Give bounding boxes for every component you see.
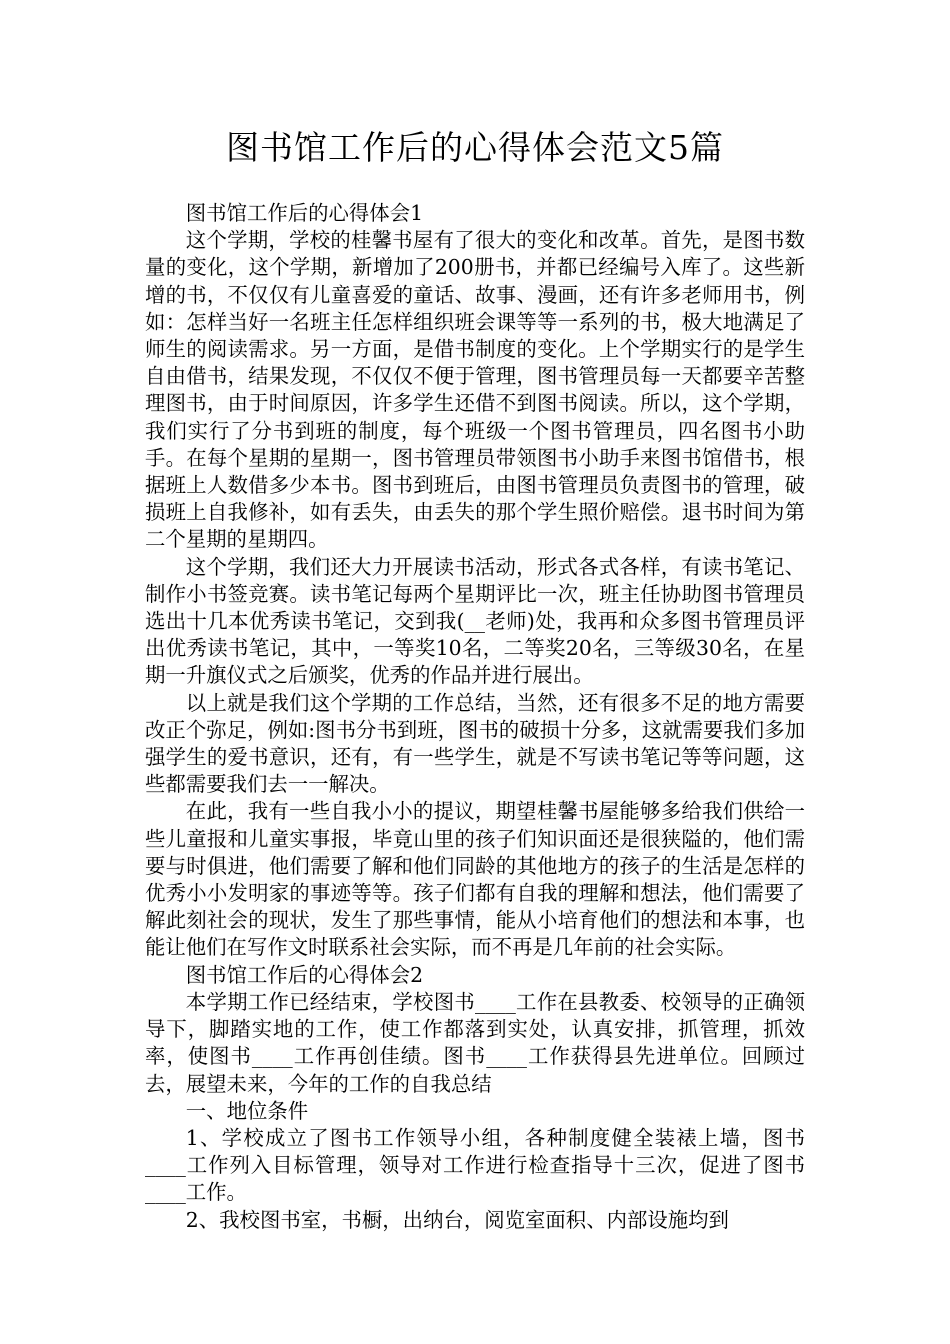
list-item: 2、我校图书室，书橱，出纳台，阅览室面积、内部设施均到: [185, 1207, 729, 1232]
paragraph: 以上就是我们这个学期的工作总结，当然，还有很多不足的地方需要改正个弥足，例如:图书分书到班，图书的破损十分多，这就需要我们多加强学生的爱书意识，还有，有一些学生，就是不写读书笔记等等问题，这些都需要我们去一一解决。: [145, 690, 805, 797]
paragraph: 这个学期，学校的桂馨书屋有了很大的变化和改革。首先，是图书数量的变化，这个学期，新增加了200册书，并都已经编号入库了。这些新增的书，不仅仅有儿童喜爱的童话、故事、漫画，还有许多老师用书，例如：怎样当好一名班主任怎样组织班会课等等一系列的书，极大地满足了师生的阅读需求。另一方面，是借书制度的变化。上个学期实行的是学生自由借书，结果发现，不仅仅不便于管理，图书管理员每一天都要辛苦整理图书，由于时间原因，许多学生还借不到图书阅读。所以，这个学期，我们实行了分书到班的制度，每个班级一个图书管理员，四名图书小助手。在每个星期的星期一，图书管理员带领图书小助手来图书馆借书，根据班上人数借多少本书。图书到班后，由图书管理员负责图书的管理，破损班上自我修补，如有丢失，由丢失的那个学生照价赔偿。退书时间为第二个星期的星期四。: [145, 228, 805, 552]
list-item: 1、学校成立了图书工作领导小组，各种制度健全装裱上墙，图书____工作列入目标管理，领导对工作进行检查指导十三次，促进了图书____工作。: [145, 1125, 805, 1205]
document-title: 图书馆工作后的心得体会范文5篇: [226, 128, 724, 167]
subsection-heading: 一、地位条件: [185, 1098, 309, 1123]
section-heading-1: 图书馆工作后的心得体会1: [185, 201, 424, 225]
section-heading-2: 图书馆工作后的心得体会2: [185, 962, 424, 987]
document-body: [145, 200, 805, 1234]
paragraph: 这个学期，我们还大力开展读书活动，形式各式各样，有读书笔记、制作小书签竞赛。读书笔记每两个星期评比一次，班主任协助图书管理员选出十几本优秀读书笔记，交到我(__老师)处，我再和众多图书管理员评出优秀读书笔记，其中，一等奖10名，二等奖20名，三等级30名，在星期一升旗仪式之后颁奖，优秀的作品并进行展出。: [145, 554, 805, 688]
paragraph: 在此，我有一些自我小小的提议，期望桂馨书屋能够多给我们供给一些儿童报和儿童实事报，毕竟山里的孩子们知识面还是很狭隘的，他们需要与时俱进，他们需要了解和他们同龄的其他地方的孩子的生活是怎样的优秀小小发明家的事迹等等。孩子们都有自我的理解和想法，他们需要了解此刻社会的现状，发生了那些事情，能从小培育他们的想法和本事，也能让他们在写作文时联系社会实际，而不再是几年前的社会实际。: [145, 799, 805, 960]
paragraph: 本学期工作已经结束，学校图书____工作在县教委、校领导的正确领导下，脚踏实地的工作，使工作都落到实处，认真安排，抓管理，抓效率，使图书____工作再创佳绩。图书____工作获得县先进单位。回顾过去，展望未来，今年的工作的自我总结: [145, 989, 805, 1096]
